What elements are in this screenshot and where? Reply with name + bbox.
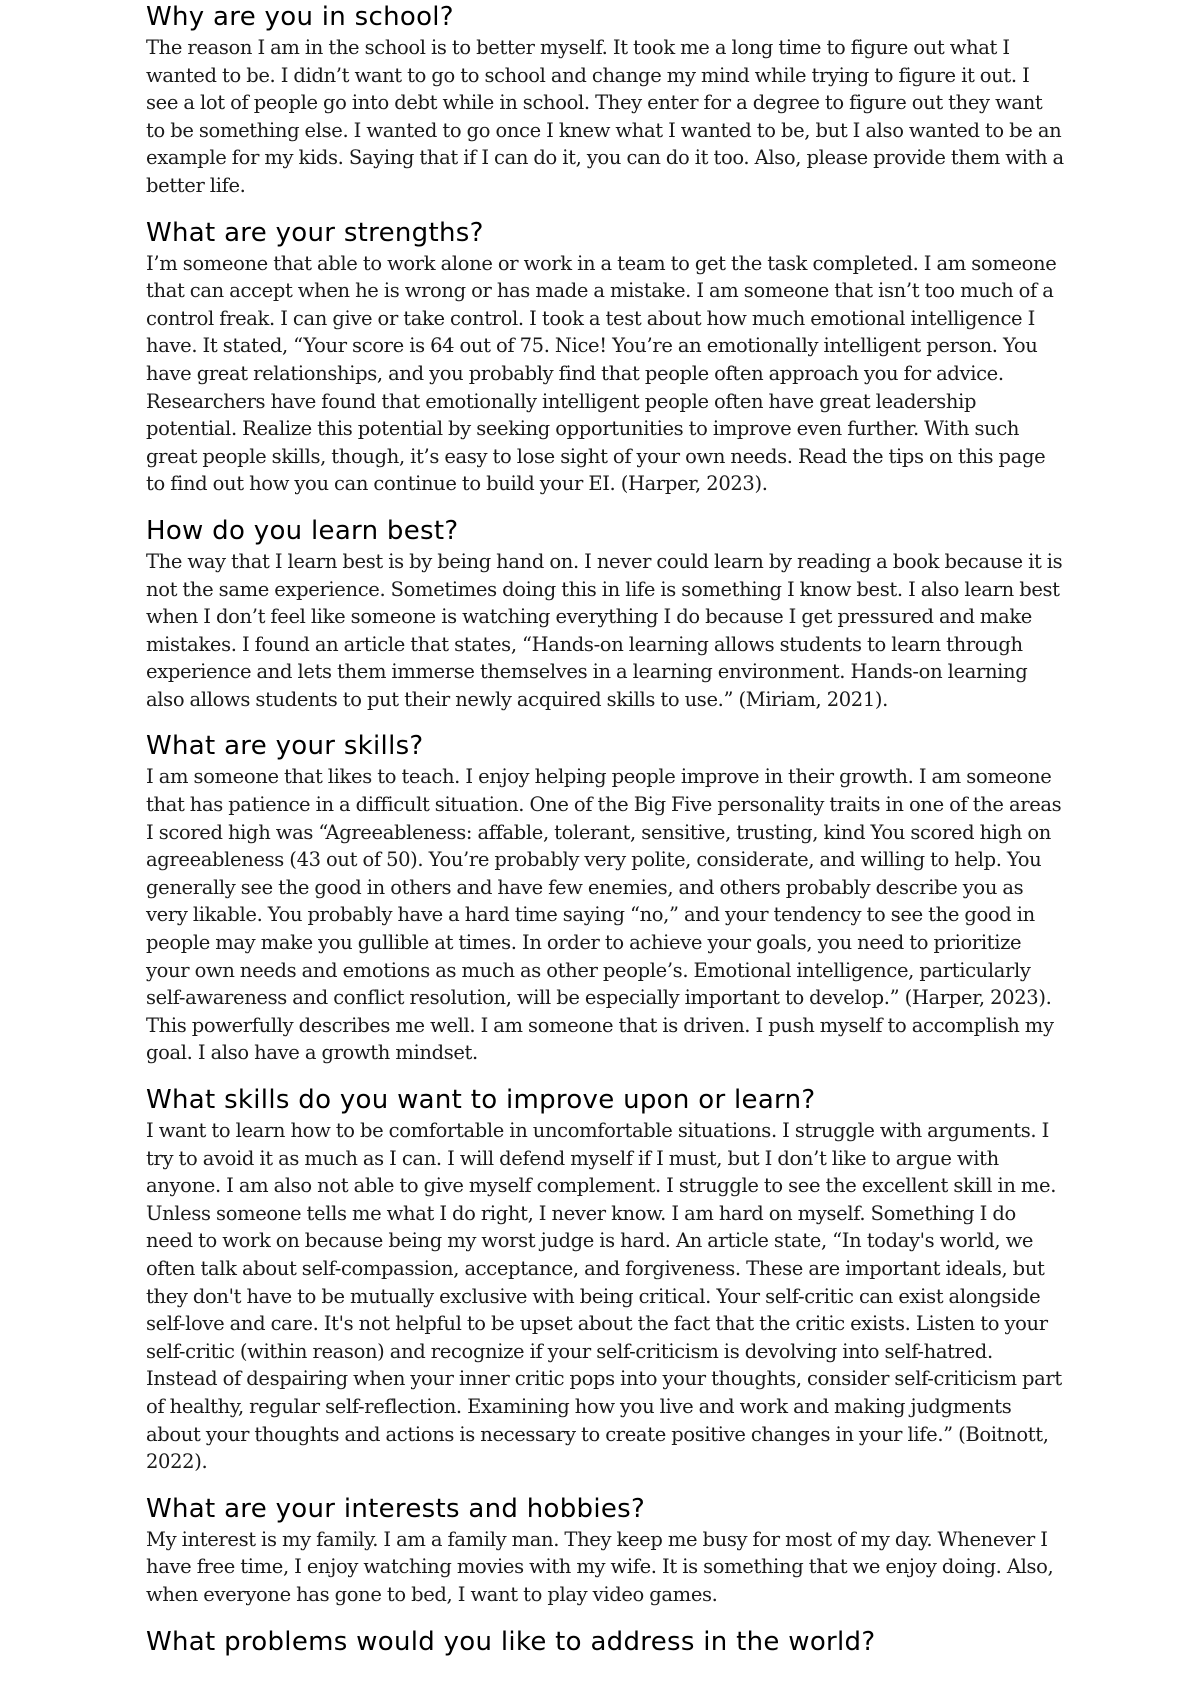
section-body: I want to learn how to be comfortable in uncomfortable situations. I struggle with arguments. I try to avoid it as much as I can. I will defend myself if I must, but I don’t like to argue with anyone. I am also not able to give myself complement. I struggle to see the excellent skill in me. Unless someone tells me what I do right, I never know. I am hard on myself. Something I do need to work on because being my worst judge is hard. An article state, “In today's world, we often talk about self-compassion, acceptance, and forgiveness. These are important ideals, but they don't have to be mutually exclusive with being critical. Your self-critic can exist alongside self-love and care. It's not helpful to be upset about the fact that the critic exists. Listen to your self-critic (within reason) and recognize if your self-criticism is devolving into self-hatred. Instead of despairing when your inner critic pops into your thoughts, consider self-criticism part of healthy, regular self-reflection. Examining how you live and work and making judgments about your thoughts and actions is necessary to create positive changes in your life.” (Boitnott, 2022). [146, 1119, 1062, 1474]
section-heading: What are your interests and hobbies? [146, 1493, 646, 1524]
section-heading: What are your skills? [146, 731, 424, 762]
section-body: The way that I learn best is by being hand on. I never could learn by reading a book because it is not the same experience. Sometimes doing this in life is something I know best. I also learn best when I don’t feel like someone is watching everything I do because I get pressured and make mistakes. I found an article that states, “Hands-on learning allows students to learn through experience and lets them immerse themselves in a learning environment. Hands-on learning also allows students to put their newly acquired skills to use.” (Miriam, 2021). [146, 549, 1063, 711]
section-skills-to-improve [146, 1083, 1066, 1476]
section-strengths [146, 216, 1066, 498]
section-world-problems [146, 1625, 1066, 1659]
section-heading: How do you learn best? [146, 515, 459, 546]
section-heading: What skills do you want to improve upon or learn? [146, 1085, 816, 1115]
section-heading: What are your strengths? [146, 217, 484, 248]
section-heading: Why are you in school? [146, 2, 454, 32]
section-why-school [146, 0, 1066, 200]
section-body: I’m someone that able to work alone or work in a team to get the task completed. I am someone that can accept when he is wrong or has made a mistake. I am someone that isn’t too much of a control freak. I can give or take control. I took a test about how much emotional intelligence I have. It stated, “Your score is 64 out of 75. Nice! You’re an emotionally intelligent person. You have great relationships, and you probably find that people often approach you for advice. Researchers have found that emotionally intelligent people often have great leadership potential. Realize this potential by seeking opportunities to improve even further. With such great people skills, though, it’s easy to lose sight of your own needs. Read the tips on this page to find out how you can continue to build your EI. (Harper, 2023). [146, 251, 1057, 496]
section-interests-hobbies [146, 1492, 1066, 1609]
section-skills [146, 729, 1066, 1067]
section-heading: What problems would you like to address in the world? [146, 1626, 876, 1657]
section-body: My interest is my family. I am a family man. They keep me busy for most of my day. Whenever I have free time, I enjoy watching movies with my wife. It is something that we enjoy doing. Also, when everyone has gone to bed, I want to play video games. [146, 1527, 1054, 1606]
section-body: I am someone that likes to teach. I enjoy helping people improve in their growth. I am someone that has patience in a difficult situation. One of the Big Five personality traits in one of the areas I scored high was “Agreeableness: affable, tolerant, sensitive, trusting, kind You scored high on agreeableness (43 out of 50). You’re probably very polite, considerate, and willing to help. You generally see the good in others and have few enemies, and others probably describe you as very likable. You probably have a hard time saying “no,” and your tendency to see the good in people may make you gullible at times. In order to achieve your goals, you need to prioritize your own needs and emotions as much as other people’s. Emotional intelligence, particularly self-awareness and conflict resolution, will be especially important to develop.” (Harper, 2023). This powerfully describes me well. I am someone that is driven. I push myself to accomplish my goal. I also have a growth mindset. [146, 765, 1062, 1065]
section-body: The reason I am in the school is to better myself. It took me a long time to figure out what I wanted to be. I didn’t want to go to school and change my mind while trying to figure it out. I see a lot of people go into debt while in school. They enter for a degree to figure out they want to be something else. I wanted to go once I knew what I wanted to be, but I also wanted to be an example for my kids. Saying that if I can do it, you can do it too. Also, please provide them with a better life. [146, 36, 1064, 197]
section-learn-best [146, 514, 1066, 714]
document-page [146, 0, 1066, 1659]
